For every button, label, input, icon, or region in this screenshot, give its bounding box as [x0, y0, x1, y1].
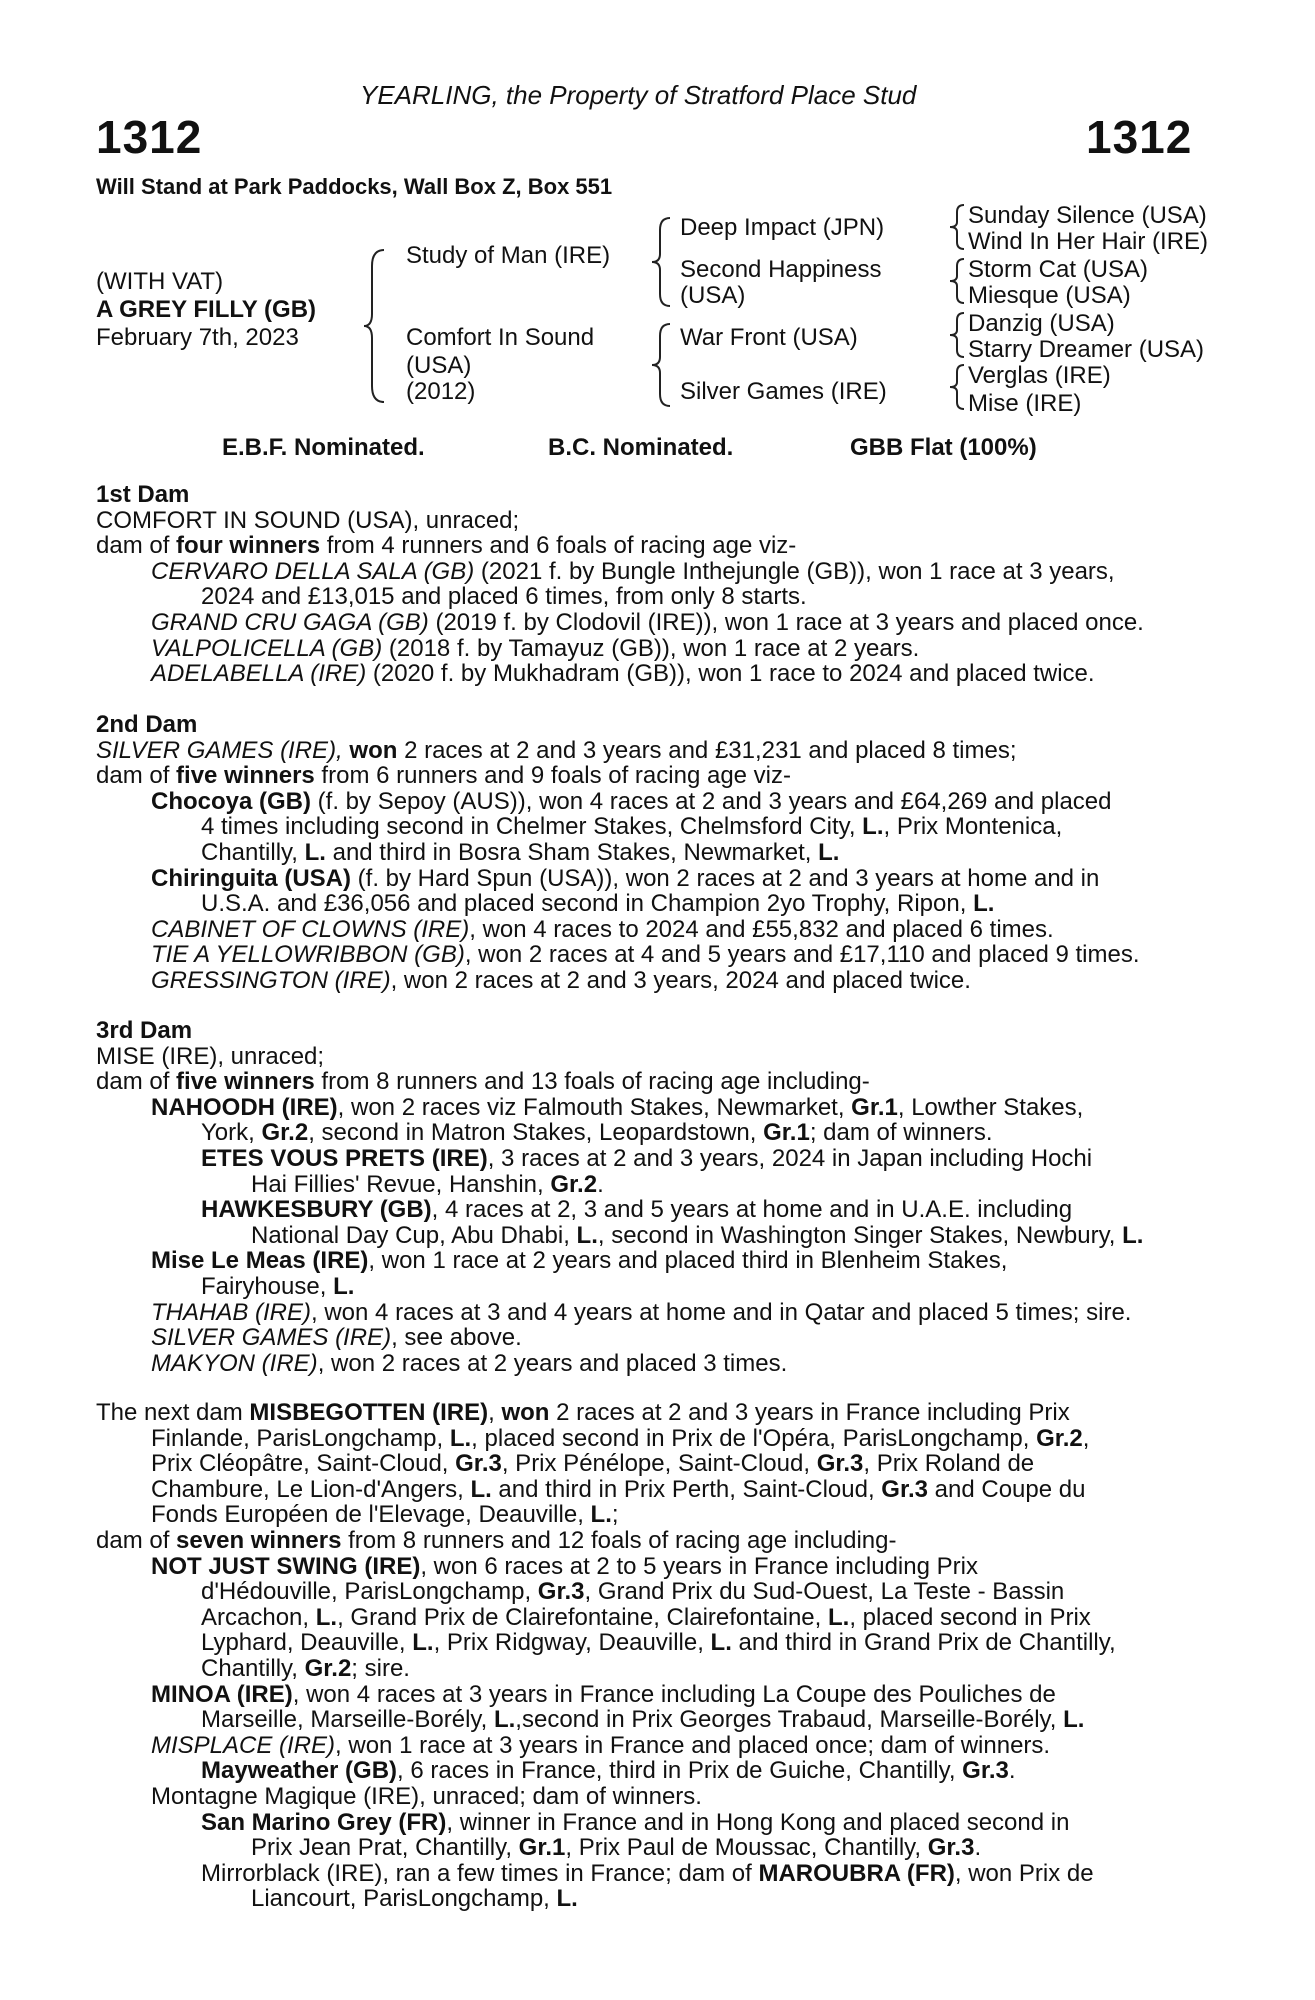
text: Prix Jean Prat, Chantilly, — [251, 1834, 519, 1862]
winners-count: seven winners — [176, 1526, 342, 1554]
horse-name: GRAND CRU GAGA (GB) — [151, 608, 429, 636]
group-mark: Gr.3 — [537, 1578, 585, 1606]
offspring-4 — [96, 661, 1206, 687]
dam-sire: War Front (USA) — [680, 324, 858, 351]
text: and third in Grand Prix de Chantilly, — [731, 1629, 1116, 1657]
third-dam-heading: 3rd Dam — [96, 1017, 193, 1044]
grandsire-2: Storm Cat (USA) — [968, 256, 1149, 283]
group-mark: Gr.2 — [1036, 1424, 1083, 1452]
text: . — [974, 1834, 982, 1862]
winners-count: five winners — [176, 762, 315, 790]
text: Hai Fillies' Revue, Hanshin, — [251, 1170, 551, 1198]
horse-name: NAHOODH (IRE) — [151, 1093, 338, 1121]
pedigree-brace-g3 — [948, 310, 968, 360]
first-dam-section — [96, 482, 1206, 687]
text: won — [349, 736, 398, 764]
listed-mark: L. — [590, 1501, 612, 1529]
text: dam of — [96, 762, 177, 790]
group-mark: Gr.2 — [304, 1654, 352, 1682]
group-mark: Gr.3 — [455, 1450, 502, 1478]
group-mark: Gr.3 — [816, 1450, 864, 1478]
group-mark: Gr.3 — [962, 1757, 1009, 1785]
listed-mark: L. — [449, 1424, 472, 1452]
minoa-cont — [96, 1707, 1206, 1733]
next-dam-line4 — [96, 1477, 1206, 1503]
horse-name: ADELABELLA (IRE) — [151, 660, 367, 688]
not-just-swing-cont4 — [96, 1656, 1206, 1682]
text: Chantilly, — [201, 1654, 305, 1682]
text: and Coupe du — [928, 1475, 1086, 1503]
horse-name: Mayweather (GB) — [201, 1757, 398, 1785]
first-dam-record — [96, 533, 1206, 559]
text: . — [597, 1170, 604, 1198]
san-marino-grey-cont — [96, 1835, 1206, 1861]
not-just-swing-cont2 — [96, 1605, 1206, 1631]
horse-name: CABINET OF CLOWNS (IRE) — [151, 915, 470, 943]
text: , won 4 races to 2024 and £55,832 and placed 6 times. — [469, 915, 1054, 943]
granddam-3: Starry Dreamer (USA) — [968, 336, 1205, 363]
text: Mirrorblack (IRE), ran a few times in France; dam of — [201, 1859, 759, 1887]
text: , won 1 race at 3 years in France and placed once; dam of winners. — [335, 1731, 1051, 1759]
bc-nominated: B.C. Nominated. — [548, 434, 734, 461]
text: from 6 runners and 9 foals of racing age viz- — [314, 762, 792, 790]
pedigree-brace-sire — [650, 214, 676, 310]
horse-name: Chocoya (GB) — [151, 787, 312, 815]
text: (2019 f. by Clodovil (IRE)), won 1 race at 3 years and placed once. — [428, 608, 1144, 636]
text: , won 6 races at 2 to 5 years in France including Prix — [420, 1552, 978, 1580]
text: 2 races at 2 and 3 years and £31,231 and placed 8 times; — [397, 736, 1017, 764]
offspring-1-cont: 2024 and £13,015 and placed 6 times, from only 8 starts. — [201, 583, 807, 611]
text: 2 races at 2 and 3 years in France including Prix — [549, 1399, 1070, 1426]
nahoodh — [96, 1095, 1206, 1121]
thahab — [96, 1300, 1206, 1326]
text: York, — [201, 1119, 262, 1147]
text: and third in Bosra Sham Stakes, Newmarket, — [325, 838, 819, 866]
dam-name-line1: Comfort In Sound — [406, 324, 595, 351]
text: Finlande, ParisLongchamp, — [151, 1424, 450, 1452]
group-mark: Gr.3 — [881, 1475, 928, 1503]
text: , Prix Ridgway, Deauville, — [433, 1629, 711, 1657]
listed-mark: L. — [1063, 1706, 1085, 1734]
chocoya — [96, 789, 1206, 815]
text: , 3 races at 2 and 3 years, 2024 in Japan including Hochi — [487, 1144, 1093, 1172]
horse-name: THAHAB (IRE) — [151, 1298, 312, 1326]
sire-name: Study of Man (IRE) — [406, 242, 611, 269]
misplace — [96, 1733, 1206, 1759]
listed-mark: L. — [556, 1885, 578, 1913]
offspring-3 — [96, 636, 1206, 662]
granddam-4: Mise (IRE) — [968, 390, 1082, 417]
pedigree-brace-dam — [650, 320, 676, 410]
text: Chantilly, — [201, 838, 305, 866]
text: , placed second in Prix — [849, 1603, 1091, 1631]
horse-name: CERVARO DELLA SALA (GB) — [151, 557, 475, 585]
montagne-magique: Montagne Magique (IRE), unraced; dam of winners. — [151, 1782, 702, 1810]
third-dam-section — [96, 1018, 1206, 1376]
gressington — [96, 968, 1206, 994]
listed-mark: L. — [710, 1629, 732, 1657]
pedigree-brace-g1 — [948, 202, 968, 252]
listed-mark: L. — [304, 838, 326, 866]
offspring-2 — [96, 610, 1206, 636]
group-mark: Gr.1 — [851, 1093, 898, 1121]
chiringuita — [96, 866, 1206, 892]
not-just-swing — [96, 1554, 1206, 1580]
horse-name: San Marino Grey (FR) — [201, 1808, 447, 1836]
listed-mark: L. — [315, 1603, 338, 1631]
grandsire-3: Danzig (USA) — [968, 310, 1115, 337]
text: National Day Cup, Abu Dhabi, — [251, 1221, 577, 1249]
etes-vous-prets — [96, 1146, 1206, 1172]
text: Liancourt, ParisLongchamp, — [251, 1885, 557, 1913]
second-dam-record — [96, 763, 1206, 789]
text: Lyphard, Deauville, — [201, 1629, 413, 1657]
horse-name: MAROUBRA (FR) — [758, 1859, 955, 1887]
mise-le-meas — [96, 1248, 1206, 1274]
text: from 8 runners and 13 foals of racing age including- — [314, 1068, 870, 1096]
san-marino-grey — [96, 1810, 1206, 1836]
text: , won 2 races at 2 and 3 years, 2024 and placed twice. — [390, 966, 971, 994]
text: , Prix Roland de — [863, 1450, 1035, 1478]
group-mark: Gr.2 — [550, 1170, 598, 1198]
granddam-2: Miesque (USA) — [968, 282, 1131, 309]
winners-count: four winners — [176, 532, 321, 560]
text: ; — [611, 1501, 619, 1529]
third-dam-name: MISE (IRE), unraced; — [96, 1042, 325, 1070]
horse-name: SILVER GAMES (IRE) — [151, 1324, 392, 1352]
not-just-swing-cont3 — [96, 1630, 1206, 1656]
text: , 6 races in France, third in Prix de Guiche, Chantilly, — [397, 1757, 963, 1785]
first-dam-heading: 1st Dam — [96, 481, 190, 508]
pedigree-brace-g4 — [948, 362, 968, 412]
text: Marseille, Marseille-Borély, — [201, 1706, 494, 1734]
text: , won 2 races at 4 and 5 years and £17,110 and placed 9 times. — [464, 941, 1140, 969]
text: , second in Matron Stakes, Leopardstown, — [308, 1119, 764, 1147]
text: The next dam — [96, 1399, 250, 1426]
text: , winner in France and in Hong Kong and placed second in — [446, 1808, 1070, 1836]
horse-name: MAKYON (IRE) — [151, 1349, 318, 1377]
hawkesbury — [96, 1197, 1206, 1223]
granddam-1: Wind In Her Hair (IRE) — [968, 228, 1209, 255]
horse-name: HAWKESBURY (GB) — [201, 1196, 432, 1224]
text: , Lowther Stakes, — [897, 1093, 1084, 1121]
next-dam-record — [96, 1528, 1206, 1554]
pedigree-brace-g2 — [948, 256, 968, 306]
horse-name: ETES VOUS PRETS (IRE) — [201, 1144, 488, 1172]
mirrorblack — [96, 1861, 1206, 1887]
horse-name: Chiringuita (USA) — [151, 864, 351, 892]
grandsire-1: Sunday Silence (USA) — [968, 202, 1207, 229]
first-dam-name: COMFORT IN SOUND (USA), unraced; — [96, 506, 520, 534]
text: and third in Prix Perth, Saint-Cloud, — [491, 1475, 882, 1503]
lot-number-right: 1312 — [1086, 111, 1193, 163]
text: ; dam of winners. — [809, 1119, 993, 1147]
third-dam-record — [96, 1069, 1206, 1095]
horse-name: VALPOLICELLA (GB) — [151, 634, 383, 662]
group-mark: Gr.1 — [518, 1834, 566, 1862]
horse-name: Mise Le Meas (IRE) — [151, 1247, 369, 1275]
ebf-nominated: E.B.F. Nominated. — [222, 434, 425, 461]
horse-name: A GREY FILLY (GB) — [96, 296, 317, 323]
text: Prix Cléopâtre, Saint-Cloud, — [151, 1450, 456, 1478]
listed-mark: L. — [333, 1272, 355, 1300]
text: , 4 races at 2, 3 and 5 years at home and in U.A.E. including — [431, 1196, 1073, 1224]
vat-note: (WITH VAT) — [96, 268, 224, 295]
text: , won 1 race at 2 years and placed third in Blenheim Stakes, — [368, 1247, 1008, 1275]
horse-name: MINOA (IRE) — [151, 1680, 293, 1708]
text: won — [501, 1399, 550, 1426]
sire-dam-line2: (USA) — [680, 282, 746, 309]
listed-mark: L. — [973, 890, 995, 918]
text: Fonds Européen de l'Elevage, Deauville, — [151, 1501, 591, 1529]
text: , Grand Prix de Clairefontaine, Clairefontaine, — [337, 1603, 828, 1631]
dam-name-line2: (USA) — [406, 352, 472, 379]
horse-name: MISBEGOTTEN (IRE) — [249, 1399, 489, 1426]
text: , Prix Paul de Moussac, Chantilly, — [565, 1834, 928, 1862]
lot-number-left: 1312 — [96, 111, 203, 163]
group-mark: Gr.2 — [261, 1119, 309, 1147]
next-dam-line1 — [96, 1400, 1206, 1426]
mise-le-meas-cont — [96, 1274, 1206, 1300]
winners-count: five winners — [176, 1068, 315, 1096]
mirrorblack-cont — [96, 1886, 1206, 1912]
catalogue-title: YEARLING, the Property of Stratford Place Stud — [360, 80, 917, 110]
text: Fairyhouse, — [201, 1272, 334, 1300]
foaling-date: February 7th, 2023 — [96, 324, 299, 351]
grandsire-4: Verglas (IRE) — [968, 362, 1111, 389]
listed-mark: L. — [493, 1706, 516, 1734]
text: , Prix Montenica, — [883, 813, 1063, 841]
next-dam-line2 — [96, 1426, 1206, 1452]
listed-mark: L. — [862, 813, 884, 841]
mayweather — [96, 1758, 1206, 1784]
text: . — [1008, 1757, 1016, 1785]
text: (2018 f. by Tamayuz (GB)), won 1 race at 2 years. — [382, 634, 920, 662]
next-dam-line3 — [96, 1451, 1206, 1477]
makyon — [96, 1351, 1206, 1377]
group-mark: Gr.1 — [763, 1119, 810, 1147]
second-dam-section — [96, 712, 1206, 994]
text: , — [1082, 1424, 1090, 1452]
text: (f. by Sepoy (AUS)), won 4 races at 2 and 3 years and £64,269 and placed — [311, 787, 1112, 815]
horse-name: GRESSINGTON (IRE) — [151, 966, 391, 994]
text: , won 2 races at 2 years and placed 3 times. — [317, 1349, 788, 1377]
chiringuita-cont — [96, 891, 1206, 917]
text: , won 4 races at 3 and 4 years at home and in Qatar and placed 5 times; sire. — [311, 1298, 1132, 1326]
text: , won 4 races at 3 years in France including La Coupe des Pouliches de — [292, 1680, 1056, 1708]
text: Arcachon, — [201, 1603, 316, 1631]
cabinet-of-clowns — [96, 917, 1206, 943]
text: (f. by Hard Spun (USA)), won 2 races at 2 and 3 years at home and in — [350, 864, 1100, 892]
text: dam of — [96, 532, 177, 560]
horse-name: NOT JUST SWING (IRE) — [151, 1552, 421, 1580]
offspring-1 — [96, 559, 1206, 585]
dam-dam: Silver Games (IRE) — [680, 378, 887, 405]
text: dam of — [96, 1526, 177, 1554]
text: dam of — [96, 1068, 177, 1096]
sire-dam-line1: Second Happiness — [680, 256, 882, 283]
text: , placed second in Prix de l'Opéra, ParisLongchamp, — [471, 1424, 1037, 1452]
text: , won Prix de — [954, 1859, 1094, 1887]
text: , see above. — [391, 1324, 522, 1352]
next-dam-section — [96, 1400, 1206, 1912]
text: (2020 f. by Mukhadram (GB)), won 1 race to 2024 and placed twice. — [366, 660, 1095, 688]
gbb-flat: GBB Flat (100%) — [850, 434, 1037, 461]
listed-mark: L. — [1122, 1221, 1144, 1249]
listed-mark: L. — [818, 838, 840, 866]
text: , — [488, 1399, 502, 1426]
minoa — [96, 1682, 1206, 1708]
text: U.S.A. and £36,056 and placed second in Champion 2yo Trophy, Ripon, — [201, 890, 974, 918]
listed-mark: L. — [412, 1629, 434, 1657]
hawkesbury-cont — [96, 1223, 1206, 1249]
sire-sire: Deep Impact (JPN) — [680, 214, 885, 241]
text: , Grand Prix du Sud-Ouest, La Teste - Bassin — [584, 1578, 1065, 1606]
horse-name: TIE A YELLOWRIBBON (GB) — [151, 941, 465, 969]
stand-location: Will Stand at Park Paddocks, Wall Box Z, Box 551 — [96, 174, 613, 199]
text: ,second in Prix Georges Trabaud, Marseille-Borély, — [515, 1706, 1064, 1734]
text: Chambure, Le Lion-d'Angers, — [151, 1475, 471, 1503]
chocoya-cont2 — [96, 840, 1206, 866]
text: d'Hédouville, ParisLongchamp, — [201, 1578, 538, 1606]
chocoya-cont1 — [96, 814, 1206, 840]
listed-mark: L. — [827, 1603, 850, 1631]
text: , Prix Pénélope, Saint-Cloud, — [501, 1450, 817, 1478]
silver-games-ref — [96, 1325, 1206, 1351]
not-just-swing-cont1 — [96, 1579, 1206, 1605]
listed-mark: L. — [470, 1475, 492, 1503]
etes-vous-prets-cont — [96, 1172, 1206, 1198]
next-dam-line5 — [96, 1502, 1206, 1528]
text: from 8 runners and 12 foals of racing age including- — [341, 1526, 897, 1554]
horse-name: SILVER GAMES (IRE), — [96, 736, 350, 764]
pedigree-brace-main — [362, 246, 392, 406]
tie-a-yellowribbon — [96, 942, 1206, 968]
second-dam-name — [96, 738, 1206, 764]
text: , won 2 races viz Falmouth Stakes, Newmarket, — [337, 1093, 852, 1121]
second-dam-heading: 2nd Dam — [96, 711, 198, 738]
text: 4 times including second in Chelmer Stakes, Chelmsford City, — [201, 813, 863, 841]
text: (2021 f. by Bungle Inthejungle (GB)), won 1 race at 3 years, — [474, 557, 1115, 585]
listed-mark: L. — [576, 1221, 598, 1249]
dam-name-line3: (2012) — [406, 378, 476, 405]
horse-name: MISPLACE (IRE) — [151, 1731, 336, 1759]
group-mark: Gr.3 — [927, 1834, 975, 1862]
text: from 4 runners and 6 foals of racing age viz- — [320, 532, 797, 560]
text: ; sire. — [351, 1654, 410, 1682]
nahoodh-cont — [96, 1120, 1206, 1146]
text: , second in Washington Singer Stakes, Newbury, — [597, 1221, 1123, 1249]
